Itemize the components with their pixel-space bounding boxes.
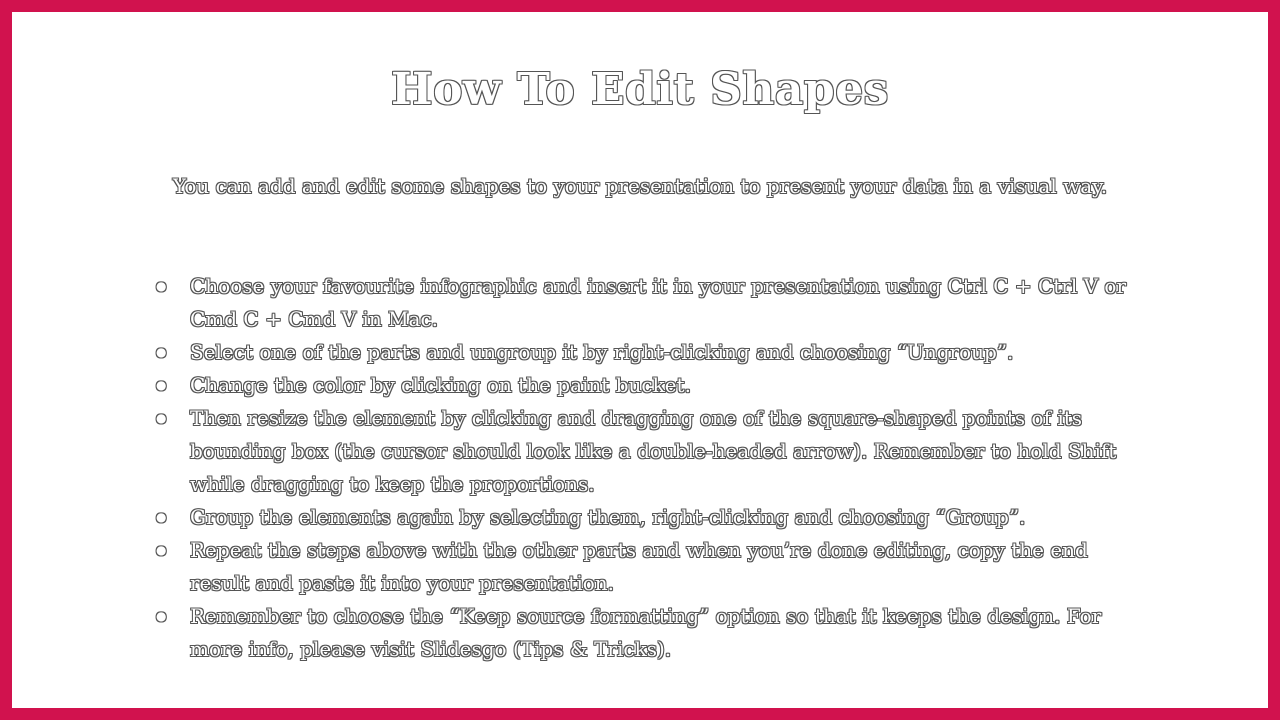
list-item bbox=[148, 501, 1148, 534]
bullet-icon: ● bbox=[156, 378, 167, 392]
bullet-icon: ● bbox=[156, 510, 167, 524]
steps-list bbox=[148, 270, 1148, 666]
list-item bbox=[148, 402, 1148, 501]
list-item bbox=[148, 369, 1148, 402]
step-text: Select one of the parts and ungroup it by right-clicking and choosing “Ungroup”. bbox=[190, 340, 1014, 364]
step-text: Change the color by clicking on the paint bucket. bbox=[190, 373, 691, 397]
list-item bbox=[148, 600, 1148, 666]
list-item bbox=[148, 270, 1148, 336]
step-text: Then resize the element by clicking and dragging one of the square-shaped points of its bounding box (the cursor should look like a double-headed arrow). Remember to hold Shift while dragging to keep the proportions. bbox=[190, 406, 1117, 496]
bullet-icon: ● bbox=[156, 609, 167, 623]
step-text: Repeat the steps above with the other parts and when you’re done editing, copy the end result and paste it into your presentation. bbox=[190, 538, 1088, 595]
step-text: Remember to choose the “Keep source formatting” option so that it keeps the design. For more info, please visit Slidesgo (Tips & Tricks). bbox=[190, 604, 1102, 661]
step-text: Group the elements again by selecting them, right-clicking and choosing “Group”. bbox=[190, 505, 1026, 529]
list-item bbox=[148, 534, 1148, 600]
bullet-icon: ● bbox=[156, 543, 167, 557]
step-text: Choose your favourite infographic and insert it in your presentation using Ctrl C + Ctrl V or Cmd C + Cmd V in Mac. bbox=[190, 274, 1127, 331]
bullet-icon: ● bbox=[156, 345, 167, 359]
bullet-icon: ● bbox=[156, 411, 167, 425]
slide-subtitle: You can add and edit some shapes to your presentation to present your data in a visual way. bbox=[172, 174, 1108, 198]
slide-title: How To Edit Shapes bbox=[391, 64, 889, 115]
list-item bbox=[148, 336, 1148, 369]
bullet-icon: ● bbox=[156, 279, 167, 293]
